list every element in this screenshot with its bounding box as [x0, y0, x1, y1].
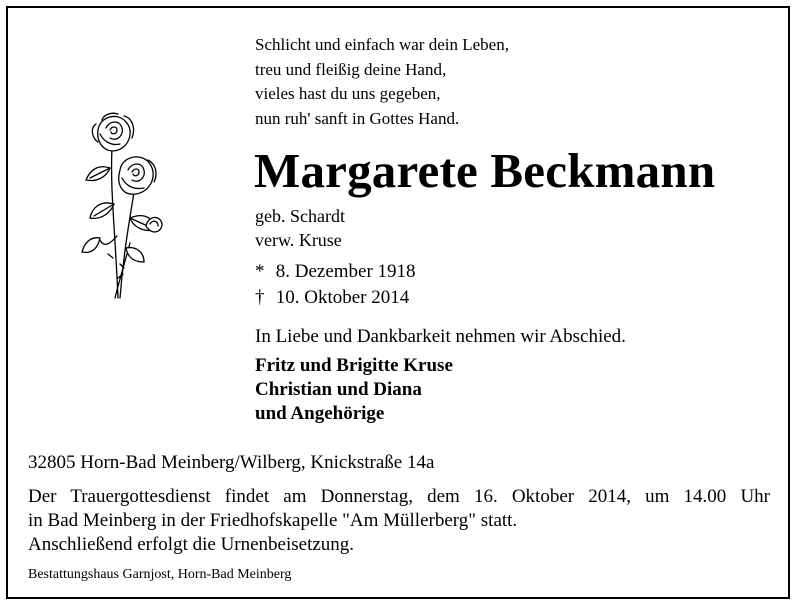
poem-line: treu und fleißig deine Hand,: [255, 59, 447, 79]
undertaker: Bestattungshaus Garnjost, Horn-Bad Meinberg: [28, 567, 292, 582]
birth-symbol: *: [255, 261, 265, 282]
address: 32805 Horn-Bad Meinberg/Wilberg, Knickstraße 14a: [28, 452, 435, 473]
poem: [255, 33, 509, 131]
farewell-text: In Liebe und Dankbarkeit nehmen wir Abschied.: [255, 326, 626, 347]
service-line: Anschließend erfolgt die Urnenbeisetzung.: [28, 534, 355, 555]
rose-illustration-icon: [60, 108, 170, 303]
mourner-line: und Angehörige: [255, 403, 385, 424]
birth-date: 8. Dezember 1918: [275, 261, 416, 282]
service-line: in Bad Meinberg in der Friedhofskapelle "Am Müllerberg" statt.: [28, 510, 518, 531]
poem-line: nun ruh' sanft in Gottes Hand.: [255, 108, 460, 128]
life-dates: [255, 259, 416, 311]
death-line: [255, 285, 416, 311]
death-symbol: †: [255, 287, 265, 308]
deceased-name: Margarete Beckmann: [254, 143, 716, 198]
mourner-line: Fritz und Brigitte Kruse: [255, 355, 453, 376]
birth-line: [255, 259, 416, 285]
mourners: [255, 354, 453, 426]
name-info: [255, 204, 345, 252]
service-line: Der Trauergottesdienst findet am Donnerstag, dem 16. Oktober 2014, um 14.00 Uhr: [28, 486, 770, 507]
service-info: [28, 485, 770, 557]
born-name: geb. Schardt: [255, 206, 345, 226]
poem-line: vieles hast du uns gegeben,: [255, 84, 441, 103]
married-name: verw. Kruse: [255, 230, 342, 250]
death-date: 10. Oktober 2014: [275, 287, 410, 308]
mourner-line: Christian und Diana: [255, 379, 422, 400]
poem-line: Schlicht und einfach war dein Leben,: [255, 35, 509, 54]
